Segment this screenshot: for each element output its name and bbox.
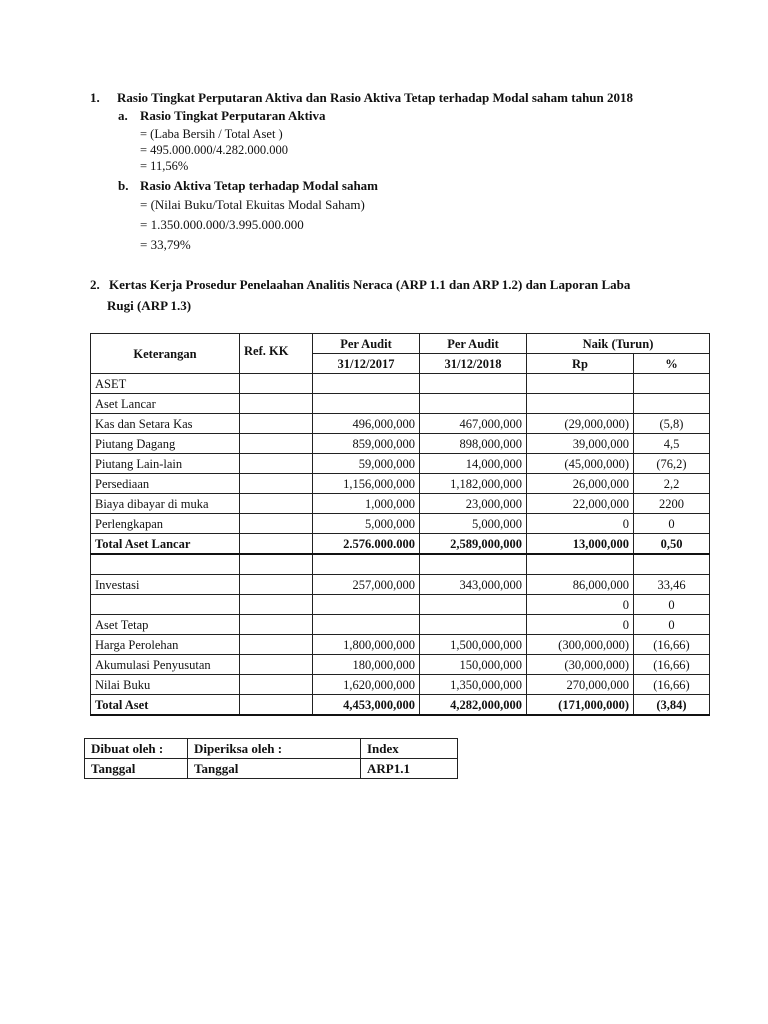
cell-ref [240,454,313,474]
cell-2017 [313,615,420,635]
cell-2017: 859,000,000 [313,434,420,454]
cell-2017 [313,595,420,615]
header-ref-kk: Ref. KK [240,334,313,374]
cell-pct: (16,66) [634,655,710,675]
cell-rp: 0 [527,595,634,615]
cell-ref [240,675,313,695]
table-row [91,575,710,595]
section2-title-line2: Rugi (ARP 1.3) [107,298,192,313]
cell-2018: 23,000,000 [420,494,527,514]
cell-keterangan: Biaya dibayar di muka [91,494,240,514]
cell-pct: 0 [634,595,710,615]
cell-ref [240,595,313,615]
cell-keterangan: Investasi [91,575,240,595]
cell-ref [240,374,313,394]
cell-2018: 2,589,000,000 [420,534,527,555]
table-row [91,675,710,695]
signoff-index-label: Index [361,739,458,759]
cell-2017: 5,000,000 [313,514,420,534]
table-row [91,514,710,534]
calc-line: = (Nilai Buku/Total Ekuitas Modal Saham) [140,197,365,212]
cell-2018 [420,554,527,575]
cell-keterangan: Akumulasi Penyusutan [91,655,240,675]
header-per-audit-2017: Per Audit [313,334,420,354]
cell-2018: 4,282,000,000 [420,695,527,716]
section1-b-label: b. [118,178,129,193]
section2-number: 2. [90,277,100,292]
cell-rp: 270,000,000 [527,675,634,695]
cell-keterangan: Harga Perolehan [91,635,240,655]
cell-pct: (76,2) [634,454,710,474]
cell-pct: (16,66) [634,675,710,695]
cell-pct: 33,46 [634,575,710,595]
cell-2017: 4,453,000,000 [313,695,420,716]
signoff-dibuat-oleh: Dibuat oleh : [85,739,188,759]
cell-2018: 150,000,000 [420,655,527,675]
header-keterangan: Keterangan [91,334,240,374]
cell-rp: (29,000,000) [527,414,634,434]
header-rp: Rp [527,354,634,374]
cell-ref [240,695,313,716]
header-pct: % [634,354,710,374]
cell-rp: 13,000,000 [527,534,634,555]
cell-2017: 1,156,000,000 [313,474,420,494]
cell-pct [634,374,710,394]
section1-b-title: Rasio Aktiva Tetap terhadap Modal saham [140,178,379,193]
cell-rp: 0 [527,514,634,534]
cell-2017: 496,000,000 [313,414,420,434]
cell-2017: 59,000,000 [313,454,420,474]
cell-rp: 26,000,000 [527,474,634,494]
signoff-tanggal-2: Tanggal [188,759,361,779]
table-row [91,374,710,394]
cell-pct: 0,50 [634,534,710,555]
cell-rp [527,394,634,414]
cell-keterangan: ASET [91,374,240,394]
cell-keterangan [91,554,240,575]
cell-pct: 0 [634,514,710,534]
calc-line: = 495.000.000/4.282.000.000 [140,143,289,157]
signoff-index-value: ARP1.1 [361,759,458,779]
cell-pct: (16,66) [634,635,710,655]
cell-pct [634,554,710,575]
calc-line: = 1.350.000.000/3.995.000.000 [140,217,304,232]
table-row [91,595,710,615]
cell-rp [527,374,634,394]
cell-ref [240,635,313,655]
cell-ref [240,534,313,555]
cell-2018: 1,500,000,000 [420,635,527,655]
cell-2017: 257,000,000 [313,575,420,595]
cell-2018 [420,615,527,635]
table-row [91,474,710,494]
table-row [91,434,710,454]
cell-rp: (30,000,000) [527,655,634,675]
calc-line: = (Laba Bersih / Total Aset ) [140,127,283,141]
section2-title-line1: Kertas Kerja Prosedur Penelaahan Analitis Neraca (ARP 1.1 dan ARP 1.2) dan Laporan Laba [109,277,631,292]
cell-2017 [313,394,420,414]
header-date-2018: 31/12/2018 [420,354,527,374]
cell-ref [240,414,313,434]
cell-2018: 343,000,000 [420,575,527,595]
cell-2017: 1,800,000,000 [313,635,420,655]
cell-ref [240,615,313,635]
cell-2018: 1,350,000,000 [420,675,527,695]
cell-keterangan: Perlengkapan [91,514,240,534]
signoff-tanggal-1: Tanggal [85,759,188,779]
cell-pct: 0 [634,615,710,635]
table-row [91,454,710,474]
signoff-table [84,738,458,779]
cell-2018: 467,000,000 [420,414,527,434]
cell-keterangan: Piutang Lain-lain [91,454,240,474]
cell-pct: 4,5 [634,434,710,454]
analytical-review-table [90,333,710,716]
cell-keterangan: Aset Tetap [91,615,240,635]
cell-pct: 2,2 [634,474,710,494]
cell-2018: 5,000,000 [420,514,527,534]
cell-rp: 86,000,000 [527,575,634,595]
header-naik-turun: Naik (Turun) [527,334,710,354]
cell-rp: 39,000,000 [527,434,634,454]
cell-2018 [420,595,527,615]
section1-a-title: Rasio Tingkat Perputaran Aktiva [140,108,326,123]
cell-keterangan: Persediaan [91,474,240,494]
cell-rp [527,554,634,575]
cell-keterangan: Aset Lancar [91,394,240,414]
cell-keterangan: Nilai Buku [91,675,240,695]
section1-number: 1. [90,90,100,105]
header-date-2017: 31/12/2017 [313,354,420,374]
cell-rp: (300,000,000) [527,635,634,655]
cell-rp: 0 [527,615,634,635]
cell-keterangan: Total Aset [91,695,240,716]
cell-2018: 14,000,000 [420,454,527,474]
cell-ref [240,494,313,514]
cell-2017: 1,620,000,000 [313,675,420,695]
cell-2017: 180,000,000 [313,655,420,675]
cell-pct: 2200 [634,494,710,514]
cell-2018 [420,394,527,414]
cell-ref [240,394,313,414]
cell-rp: (45,000,000) [527,454,634,474]
cell-keterangan: Kas dan Setara Kas [91,414,240,434]
cell-2018: 1,182,000,000 [420,474,527,494]
cell-2017 [313,554,420,575]
table-row [91,494,710,514]
table-total-row [91,695,710,716]
section1-a-label: a. [118,108,128,123]
cell-keterangan: Piutang Dagang [91,434,240,454]
cell-keterangan [91,595,240,615]
cell-2017: 2.576.000.000 [313,534,420,555]
table-row [91,554,710,575]
cell-rp: 22,000,000 [527,494,634,514]
calc-line: = 33,79% [140,237,191,252]
cell-rp: (171,000,000) [527,695,634,716]
table-row [91,414,710,434]
section1-title: Rasio Tingkat Perputaran Aktiva dan Rasio Aktiva Tetap terhadap Modal saham tahun 2018 [117,90,634,105]
cell-ref [240,655,313,675]
table-total-row [91,534,710,555]
cell-2018 [420,374,527,394]
calc-line: = 11,56% [140,159,189,173]
cell-pct: (3,84) [634,695,710,716]
table-row [91,394,710,414]
cell-2018: 898,000,000 [420,434,527,454]
cell-ref [240,474,313,494]
cell-ref [240,434,313,454]
cell-pct [634,394,710,414]
table-row [91,615,710,635]
cell-ref [240,554,313,575]
cell-2017 [313,374,420,394]
table-row [91,655,710,675]
cell-ref [240,575,313,595]
cell-2017: 1,000,000 [313,494,420,514]
cell-keterangan: Total Aset Lancar [91,534,240,555]
table-row [91,635,710,655]
cell-ref [240,514,313,534]
cell-pct: (5,8) [634,414,710,434]
signoff-diperiksa-oleh: Diperiksa oleh : [188,739,361,759]
header-per-audit-2018: Per Audit [420,334,527,354]
